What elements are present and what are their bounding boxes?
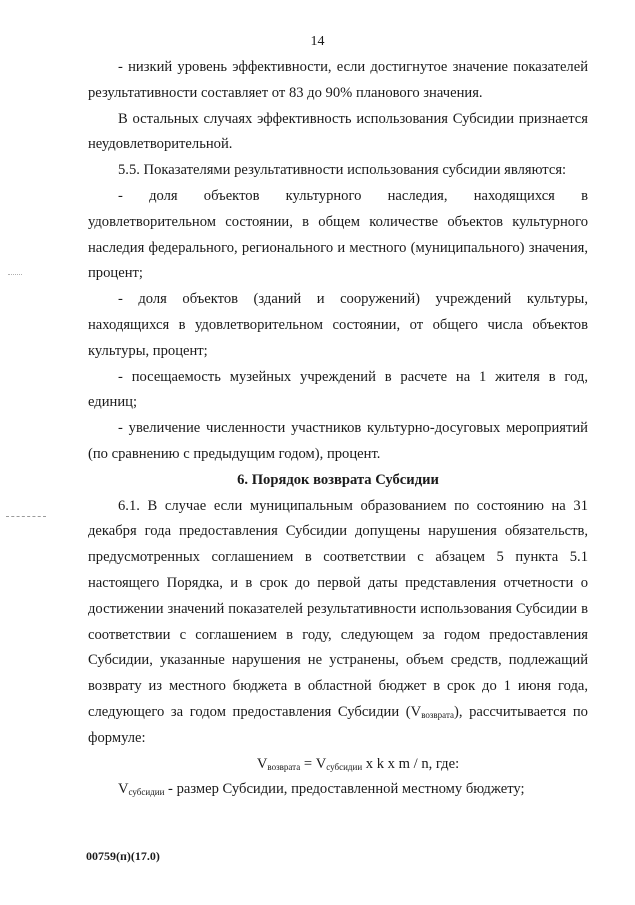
formula-eq: = V [300,755,327,772]
paragraph-6-1 [88,494,588,752]
definition-subsidy [88,777,588,803]
paragraph-unsatisfactory: В остальных случаях эффективность использования Субсидии признается неудовлетворительной. [88,110,588,153]
paragraph-low-efficiency: - низкий уровень эффективности, если достигнутое значение показателей результативности составляет от 83 до 90% планового значения. [88,59,588,101]
scan-margin-mark [8,274,22,275]
formula-v2-sub: субсидии [326,761,363,772]
formula [88,752,588,778]
section-heading: 6. Порядок возврата Субсидии [237,471,439,488]
definition-text: - размер Субсидии, предоставленной местному бюджету; [164,781,525,798]
paragraph-heritage-rest: удовлетворительном состоянии, в общем количестве объектов культурного наследия федерального, регионального и местного (муниципального) значения, процент; [88,213,588,282]
subscript-return: возврата [421,709,454,720]
definition-var-sub: субсидии [128,787,165,798]
document-body [88,55,588,803]
paragraph-indicators-intro: 5.5. Показателями результативности использования субсидии являются: [118,162,567,179]
formula-rest: x k x m / n, где: [362,755,460,772]
paragraph-museum-attendance: - посещаемость музейных учреждений в расчете на 1 жителя в год, единиц; [88,368,588,411]
paragraph-participants: - увеличение численности участников культурно-досуговых мероприятий (по сравнению с предыдущим годом), процент. [88,420,588,462]
paragraph-culture-buildings: - доля объектов (зданий и сооружений) учреждений культуры, находящихся в удовлетворительном состоянии, от общего числа объектов культуры, процент; [88,291,588,359]
document-code: 00759(п)(17.0) [86,849,160,863]
paragraph-heritage-line1: - доля объектов культурного наследия, находящихся в [118,187,588,204]
scan-margin-mark [6,516,46,517]
formula-v1: V [256,755,268,772]
formula-v1-sub: возврата [267,761,301,772]
paragraph-6-1-tail: ), рассчитывается по формуле: [88,703,588,746]
definition-var: V [118,781,129,798]
paragraph-6-1-main: 6.1. В случае если муниципальным образованием по состоянию на 31 декабря года предоставления Субсидии допущены нарушения обязательств, предусмотренных соглашением в соответствии с абзацем 5 пункта 5.1 настоящего Порядка, и в срок до первой даты представления отчетности о достижении значений показателей результативности использования Субсидии в соответствии с соглашением в году, следующем за годом предоставления Субсидии, указанные нарушения не устранены, объем средств, подлежащий возврату из местного бюджета в областной бюджет в срок до 1 июня года, следующего за годом предоставления Субсидии (V [88,497,588,720]
page-number: 14 [310,34,325,49]
